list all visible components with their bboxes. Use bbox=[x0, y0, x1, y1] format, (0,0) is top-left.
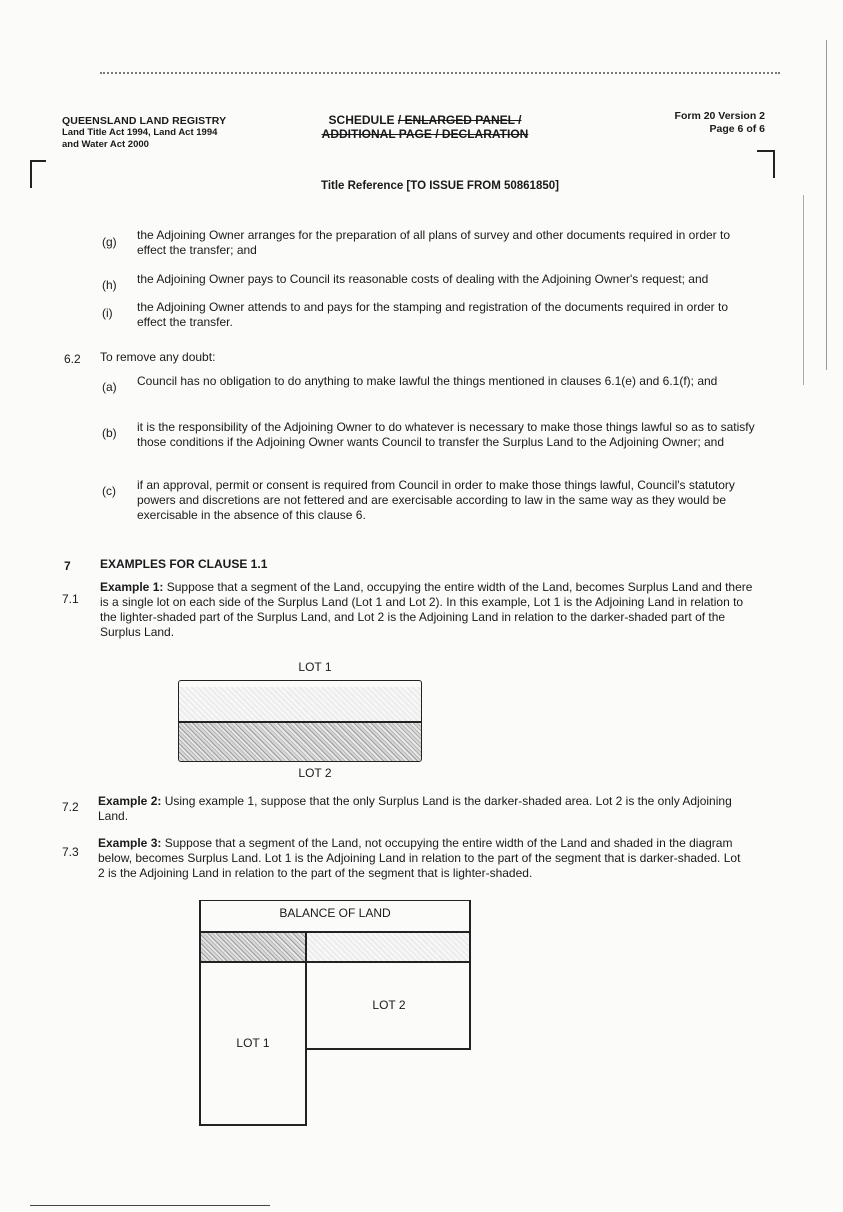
clause-7-3 bbox=[98, 836, 748, 881]
item-label-c: (c) bbox=[102, 484, 116, 498]
diagram2-strip-bottom bbox=[199, 961, 470, 963]
item-text-i: the Adjoining Owner attends to and pays for the stamping and registration of the documents required in order to effect the transfer. bbox=[137, 300, 729, 329]
clause-number-7-3: 7.3 bbox=[62, 845, 79, 859]
item-text-g: the Adjoining Owner arranges for the preparation of all plans of survey and other documents required in order to effect the transfer; and bbox=[137, 228, 731, 257]
diagram2-balance-label: BALANCE OF LAND bbox=[279, 906, 391, 920]
item-label-b: (b) bbox=[102, 426, 117, 440]
diagram2-light-shaded-surplus bbox=[307, 933, 469, 961]
form-info bbox=[640, 110, 765, 136]
registry-header bbox=[62, 115, 226, 151]
clause-7-3-title: Example 3: bbox=[98, 836, 162, 850]
item-text-b: it is the responsibility of the Adjoining Owner to do whatever is necessary to make those things lawful so as to satisfy those conditions if the Adjoining Owner wants Council to transfer the Surplus Land to the Adjoining Owner; and bbox=[137, 420, 755, 449]
clause-7-1-title: Example 1: bbox=[100, 580, 164, 594]
page-number: Page 6 of 6 bbox=[709, 123, 765, 135]
clause-number-7-1: 7.1 bbox=[62, 592, 79, 606]
diagram1-lot1-label: LOT 1 bbox=[298, 660, 332, 674]
scan-dotted-line bbox=[100, 72, 780, 74]
registry-acts: Land Title Act 1994, Land Act 1994 bbox=[62, 127, 218, 138]
schedule-heading bbox=[305, 113, 545, 141]
item-text-h: the Adjoining Owner pays to Council its reasonable costs of dealing with the Adjoining Owner's request; and bbox=[137, 272, 709, 286]
diagram1-dark-shaded-surplus bbox=[179, 723, 421, 761]
clause-7-2-title: Example 2: bbox=[98, 794, 162, 808]
clause-number-6-2: 6.2 bbox=[64, 352, 81, 366]
clause-text-6-2: To remove any doubt: bbox=[100, 350, 216, 364]
item-label-i: (i) bbox=[102, 306, 113, 320]
item-label-h: (h) bbox=[102, 278, 117, 292]
diagram1-light-shaded-surplus bbox=[179, 687, 421, 721]
clause-7-1-text: Suppose that a segment of the Land, occupying the entire width of the Land, becomes Surplus Land and there is a single lot on each side of the Surplus Land (Lot 1 and Lot 2). In this example, Lot 1 is the Adjoining Land in relation to the lighter-shaded part of the Surplus Land, and Lot 2 is the Adjoining Land in relation to the darker-shaded part of the Surplus Land. bbox=[100, 580, 753, 639]
clause-number-7-2: 7.2 bbox=[62, 800, 79, 814]
clause-7-3-text: Suppose that a segment of the Land, not occupying the entire width of the Land and shaded in the diagram below, becomes Surplus Land. Lot 1 is the Adjoining Land in relation to the part of the segment that is darker-shaded. Lot 2 is the Adjoining Land in relation to the part of the segment that is lighter-shaded. bbox=[98, 836, 741, 880]
form-version: Form 20 Version 2 bbox=[674, 110, 765, 122]
diagram2-dark-shaded-surplus bbox=[201, 933, 305, 961]
schedule-heading-line2: ADDITIONAL PAGE / DECLARATION bbox=[321, 127, 529, 141]
corner-bracket-left bbox=[30, 160, 46, 188]
schedule-heading-line1: SCHEDULE / ENLARGED PANEL / bbox=[328, 113, 522, 127]
diagram2-left-edge bbox=[199, 900, 201, 1126]
diagram2-lot1-label: LOT 1 bbox=[236, 1036, 270, 1050]
diagram1-lot2-label: LOT 2 bbox=[298, 766, 332, 780]
title-reference: Title Reference [TO ISSUE FROM 50861850] bbox=[321, 180, 559, 192]
corner-bracket-right bbox=[757, 150, 775, 178]
item-text-c: if an approval, permit or consent is required from Council in order to make those things lawful, Council's statutory powers and discretions are not fettered and are exercisable according to law in the same way as they would be exercisable in the absence of this clause 6. bbox=[137, 478, 735, 522]
scan-bottom-line bbox=[30, 1205, 270, 1206]
clause-7-2 bbox=[98, 794, 748, 824]
item-text-a: Council has no obligation to do anything to make lawful the things mentioned in clauses 6.1(e) and 6.1(f); and bbox=[137, 374, 718, 388]
scan-edge-line bbox=[826, 40, 827, 370]
registry-acts-2: and Water Act 2000 bbox=[62, 139, 149, 150]
clause-7-1 bbox=[100, 580, 755, 640]
diagram2-lot2-label: LOT 2 bbox=[372, 998, 406, 1012]
section-heading-7: EXAMPLES FOR CLAUSE 1.1 bbox=[100, 557, 268, 571]
registry-name: QUEENSLAND LAND REGISTRY bbox=[62, 115, 227, 127]
section-number-7: 7 bbox=[64, 559, 71, 573]
item-label-g: (g) bbox=[102, 235, 117, 249]
item-label-a: (a) bbox=[102, 380, 117, 394]
diagram2-right-edge bbox=[469, 900, 471, 1050]
diagram2 bbox=[199, 900, 471, 1126]
clause-7-2-text: Using example 1, suppose that the only Surplus Land is the darker-shaded area. Lot 2 is the only Adjoining Land. bbox=[98, 794, 732, 823]
diagram2-lot1-bottom bbox=[199, 1124, 307, 1126]
diagram1-box bbox=[178, 680, 422, 762]
diagram2-lot2-bottom bbox=[306, 1048, 470, 1050]
scan-edge-line-inner bbox=[803, 195, 804, 385]
